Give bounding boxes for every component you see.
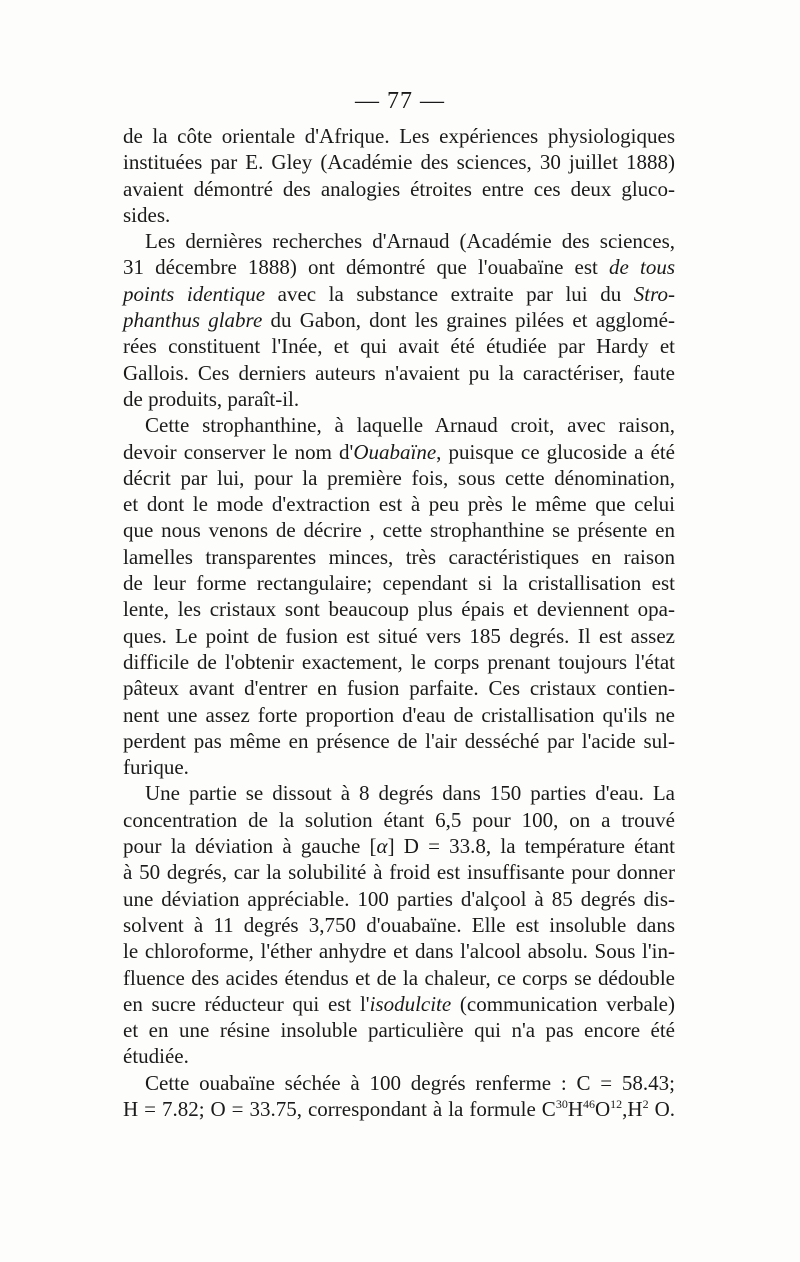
text-line: difficile de l'obtenir exactement, le corps prenant toujours l'état (123, 649, 675, 674)
text-line: 31 décembre 1888) ont démontré que l'ouabaïne est de tous (123, 255, 675, 280)
text-line: Gallois. Ces derniers auteurs n'avaient pu la caractériser, faute (123, 360, 675, 385)
text-line: rées constituent l'Inée, et qui avait été étudiée par Hardy et (123, 334, 675, 359)
paragraph-start: Cette ouabaïne séchée à 100 degrés renferme : C = 58.43; (145, 1070, 675, 1095)
italic-phrase: isodulcite (369, 991, 452, 1016)
italic-phrase: Stro- (633, 281, 675, 306)
text-line: concentration de la solution étant 6,5 pour 100, on a trouvé (123, 807, 675, 832)
text-line: et dont le mode d'extraction est à peu près le même que celui (123, 492, 675, 517)
text-line: et en une résine insoluble particulière qui n'a pas encore été (123, 1018, 675, 1043)
text-line: décrit par lui, pour la première fois, sous cette dénomination, (123, 465, 675, 490)
text-line: lamelles transparentes minces, très caractéristiques en raison (123, 544, 675, 569)
italic-symbol: α (376, 834, 388, 859)
text-line: de la côte orientale d'Afrique. Les expériences physiologiques (123, 124, 675, 148)
text-line: de leur forme rectangulaire; cependant si la cristallisation est (123, 571, 675, 596)
text-line: en sucre réducteur qui est l'isodulcite (communication verbale) (123, 991, 675, 1016)
text-line: que nous venons de décrire , cette strophanthine se présente en (123, 518, 675, 543)
text-line: phanthus glabre du Gabon, dont les graines pilées et agglomé- (123, 308, 675, 333)
text-line: pâteux avant d'entrer en fusion parfaite. Ces cristaux contien- (123, 676, 675, 701)
text-line: le chloroforme, l'éther anhydre et dans l'alcool absolu. Sous l'in- (123, 939, 675, 964)
text-line: avaient démontré des analogies étroites entre ces deux gluco- (123, 176, 675, 201)
text-line: devoir conserver le nom d'Ouabaïne, puisque ce glucoside a été (123, 439, 676, 464)
text-line: fluence des acides étendus et de la chaleur, ce corps se dédouble (123, 965, 675, 990)
text-line: sides. (123, 202, 171, 227)
page-number: — 77 — (355, 88, 445, 114)
text-line: étudiée. (123, 1044, 189, 1069)
text-line: points identique avec la substance extraite par lui du Stro- (123, 281, 675, 306)
text-line: de produits, paraît-il. (123, 386, 300, 411)
italic-phrase: phanthus glabre (123, 308, 263, 333)
text-line: solvent à 11 degrés 3,750 d'ouabaïne. Elle est insoluble dans (123, 912, 675, 937)
body-text (123, 123, 675, 1122)
italic-phrase: de tous (609, 255, 675, 280)
text-line: pour la déviation à gauche [α] D = 33.8, la température étant (123, 834, 675, 859)
text-line: à 50 degrés, car la solubilité à froid est insuffisante pour donner (123, 860, 675, 885)
formula-line: H = 7.82; O = 33.75, correspondant à la formule $C^{30}H^{46}O^{12},H^2$ O. (123, 1096, 675, 1121)
text-line: lente, les cristaux sont beaucoup plus épais et deviennent opa- (123, 597, 675, 622)
italic-phrase: points identique (123, 281, 266, 306)
italic-phrase: Ouabaïne (353, 439, 437, 464)
text-line: ques. Le point de fusion est situé vers 185 degrés. Il est assez (123, 623, 675, 648)
paragraph-start: Les dernières recherches d'Arnaud (Académie des sciences, (145, 229, 675, 254)
text-line: perdent pas même en présence de l'air desséché par l'acide sul- (123, 728, 675, 753)
paragraph-start: Une partie se dissout à 8 degrés dans 150 parties d'eau. La (145, 781, 675, 806)
text-line: nent une assez forte proportion d'eau de cristallisation qu'ils ne (123, 702, 675, 727)
paragraph-start: Cette strophanthine, à laquelle Arnaud croit, avec raison, (145, 413, 675, 438)
text-line: une déviation appréciable. 100 parties d'alçool à 85 degrés dis- (123, 886, 675, 911)
text-line: instituées par E. Gley (Académie des sciences, 30 juillet 1888) (123, 150, 675, 175)
text-line: furique. (123, 755, 189, 780)
